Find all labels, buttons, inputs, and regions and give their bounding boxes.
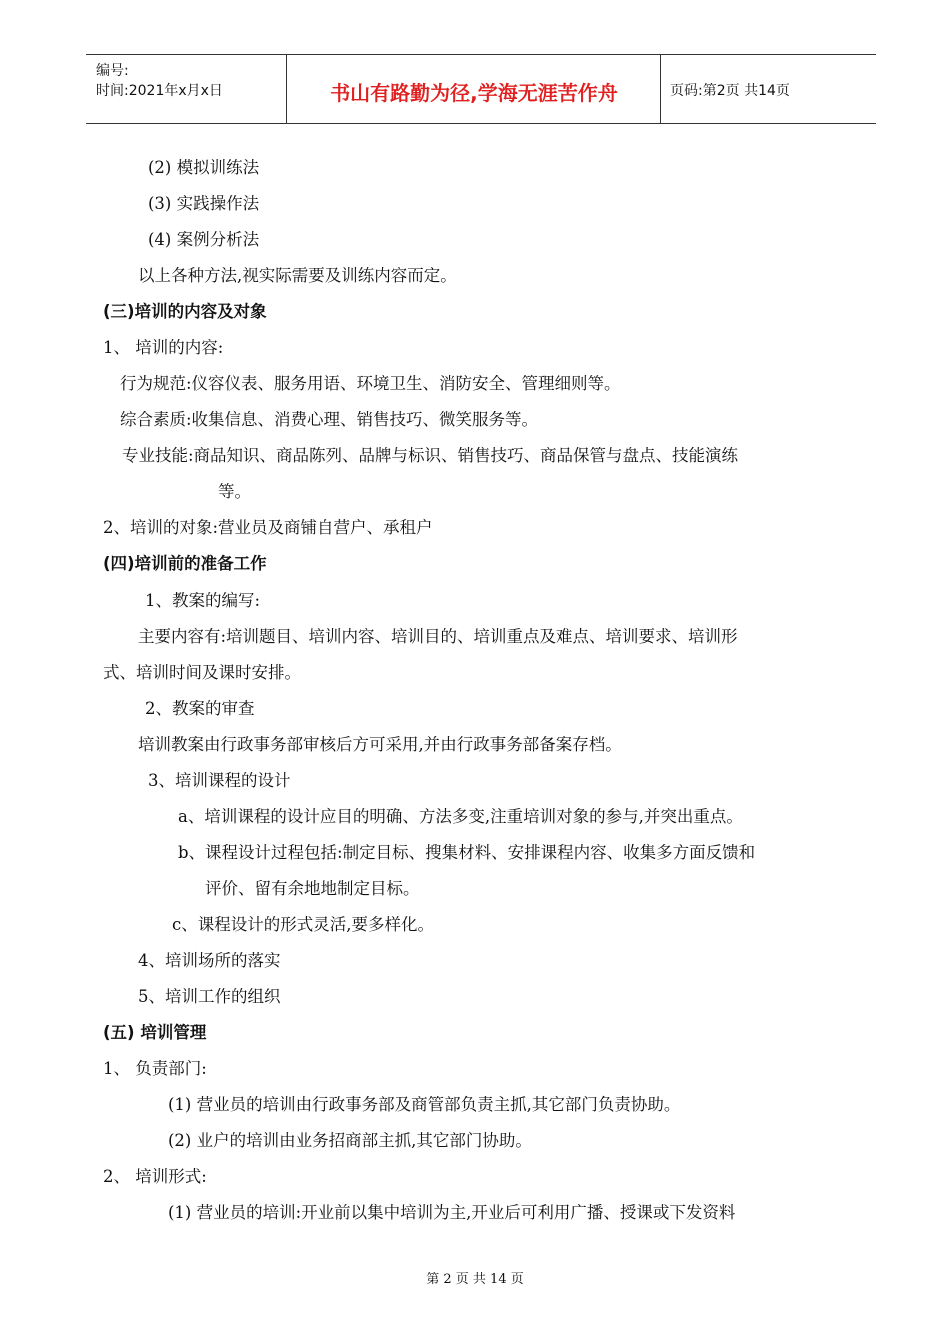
list-item: 2、培训的对象:营业员及商铺自营户、承租户 (103, 518, 433, 537)
sub-item: (2) 业户的培训由业务招商部主抓,其它部门协助。 (168, 1131, 532, 1150)
page-footer: 第 2 页 共 14 页 (426, 1272, 524, 1287)
sub-item: 评价、留有余地地制定目标。 (205, 879, 420, 898)
list-item: 4、培训场所的落实 (138, 951, 281, 970)
section-heading-4: (四)培训前的准备工作 (103, 554, 267, 573)
method-item-2: (2) 模拟训练法 (148, 158, 260, 177)
sub-item: b、课程设计过程包括:制定目标、搜集材料、安排课程内容、收集多方面反馈和 (178, 843, 756, 862)
paragraph: 综合素质:收集信息、消费心理、销售技巧、微笑服务等。 (120, 410, 539, 429)
paragraph: 培训教案由行政事务部审核后方可采用,并由行政事务部备案存档。 (138, 735, 622, 754)
header-motto: 书山有路勤为径,学海无涯苦作舟 (330, 81, 618, 105)
list-item: 1、教案的编写: (145, 591, 261, 610)
list-item: 5、培训工作的组织 (138, 987, 281, 1006)
sub-item: (1) 营业员的培训由行政事务部及商管部负责主抓,其它部门负责协助。 (168, 1095, 681, 1114)
page-header (86, 54, 876, 124)
list-item: 2、 培训形式: (103, 1167, 207, 1186)
header-page-info: 页码:第2页 共14页 (670, 83, 790, 99)
sub-item: a、培训课程的设计应目的明确、方法多变,注重培训对象的参与,并突出重点。 (178, 807, 743, 826)
list-item: 1、 培训的内容: (103, 338, 224, 357)
method-item-3: (3) 实践操作法 (148, 194, 260, 213)
paragraph: 式、培训时间及课时安排。 (103, 663, 301, 682)
header-divider-right (660, 55, 661, 123)
paragraph: 以上各种方法,视实际需要及训练内容而定。 (138, 266, 457, 285)
sub-item: c、课程设计的形式灵活,要多样化。 (172, 915, 434, 934)
header-meta (96, 61, 223, 101)
section-heading-5: (五) 培训管理 (103, 1023, 207, 1042)
header-number-label: 编号: (96, 63, 129, 79)
section-heading-3: (三)培训的内容及对象 (103, 302, 267, 321)
list-item: 1、 负责部门: (103, 1059, 207, 1078)
method-item-4: (4) 案例分析法 (148, 230, 260, 249)
paragraph: 主要内容有:培训题目、培训内容、培训目的、培训重点及难点、培训要求、培训形 (138, 627, 738, 646)
header-time-label: 时间:2021年x月x日 (96, 83, 223, 99)
sub-item: (1) 营业员的培训:开业前以集中培训为主,开业后可利用广播、授课或下发资料 (168, 1203, 736, 1222)
list-item: 2、教案的审查 (145, 699, 255, 718)
header-divider-left (286, 55, 287, 123)
paragraph: 等。 (218, 482, 251, 501)
paragraph: 专业技能:商品知识、商品陈列、品牌与标识、销售技巧、商品保管与盘点、技能演练 (122, 446, 739, 465)
paragraph: 行为规范:仪容仪表、服务用语、环境卫生、消防安全、管理细则等。 (120, 374, 621, 393)
list-item: 3、培训课程的设计 (148, 771, 291, 790)
